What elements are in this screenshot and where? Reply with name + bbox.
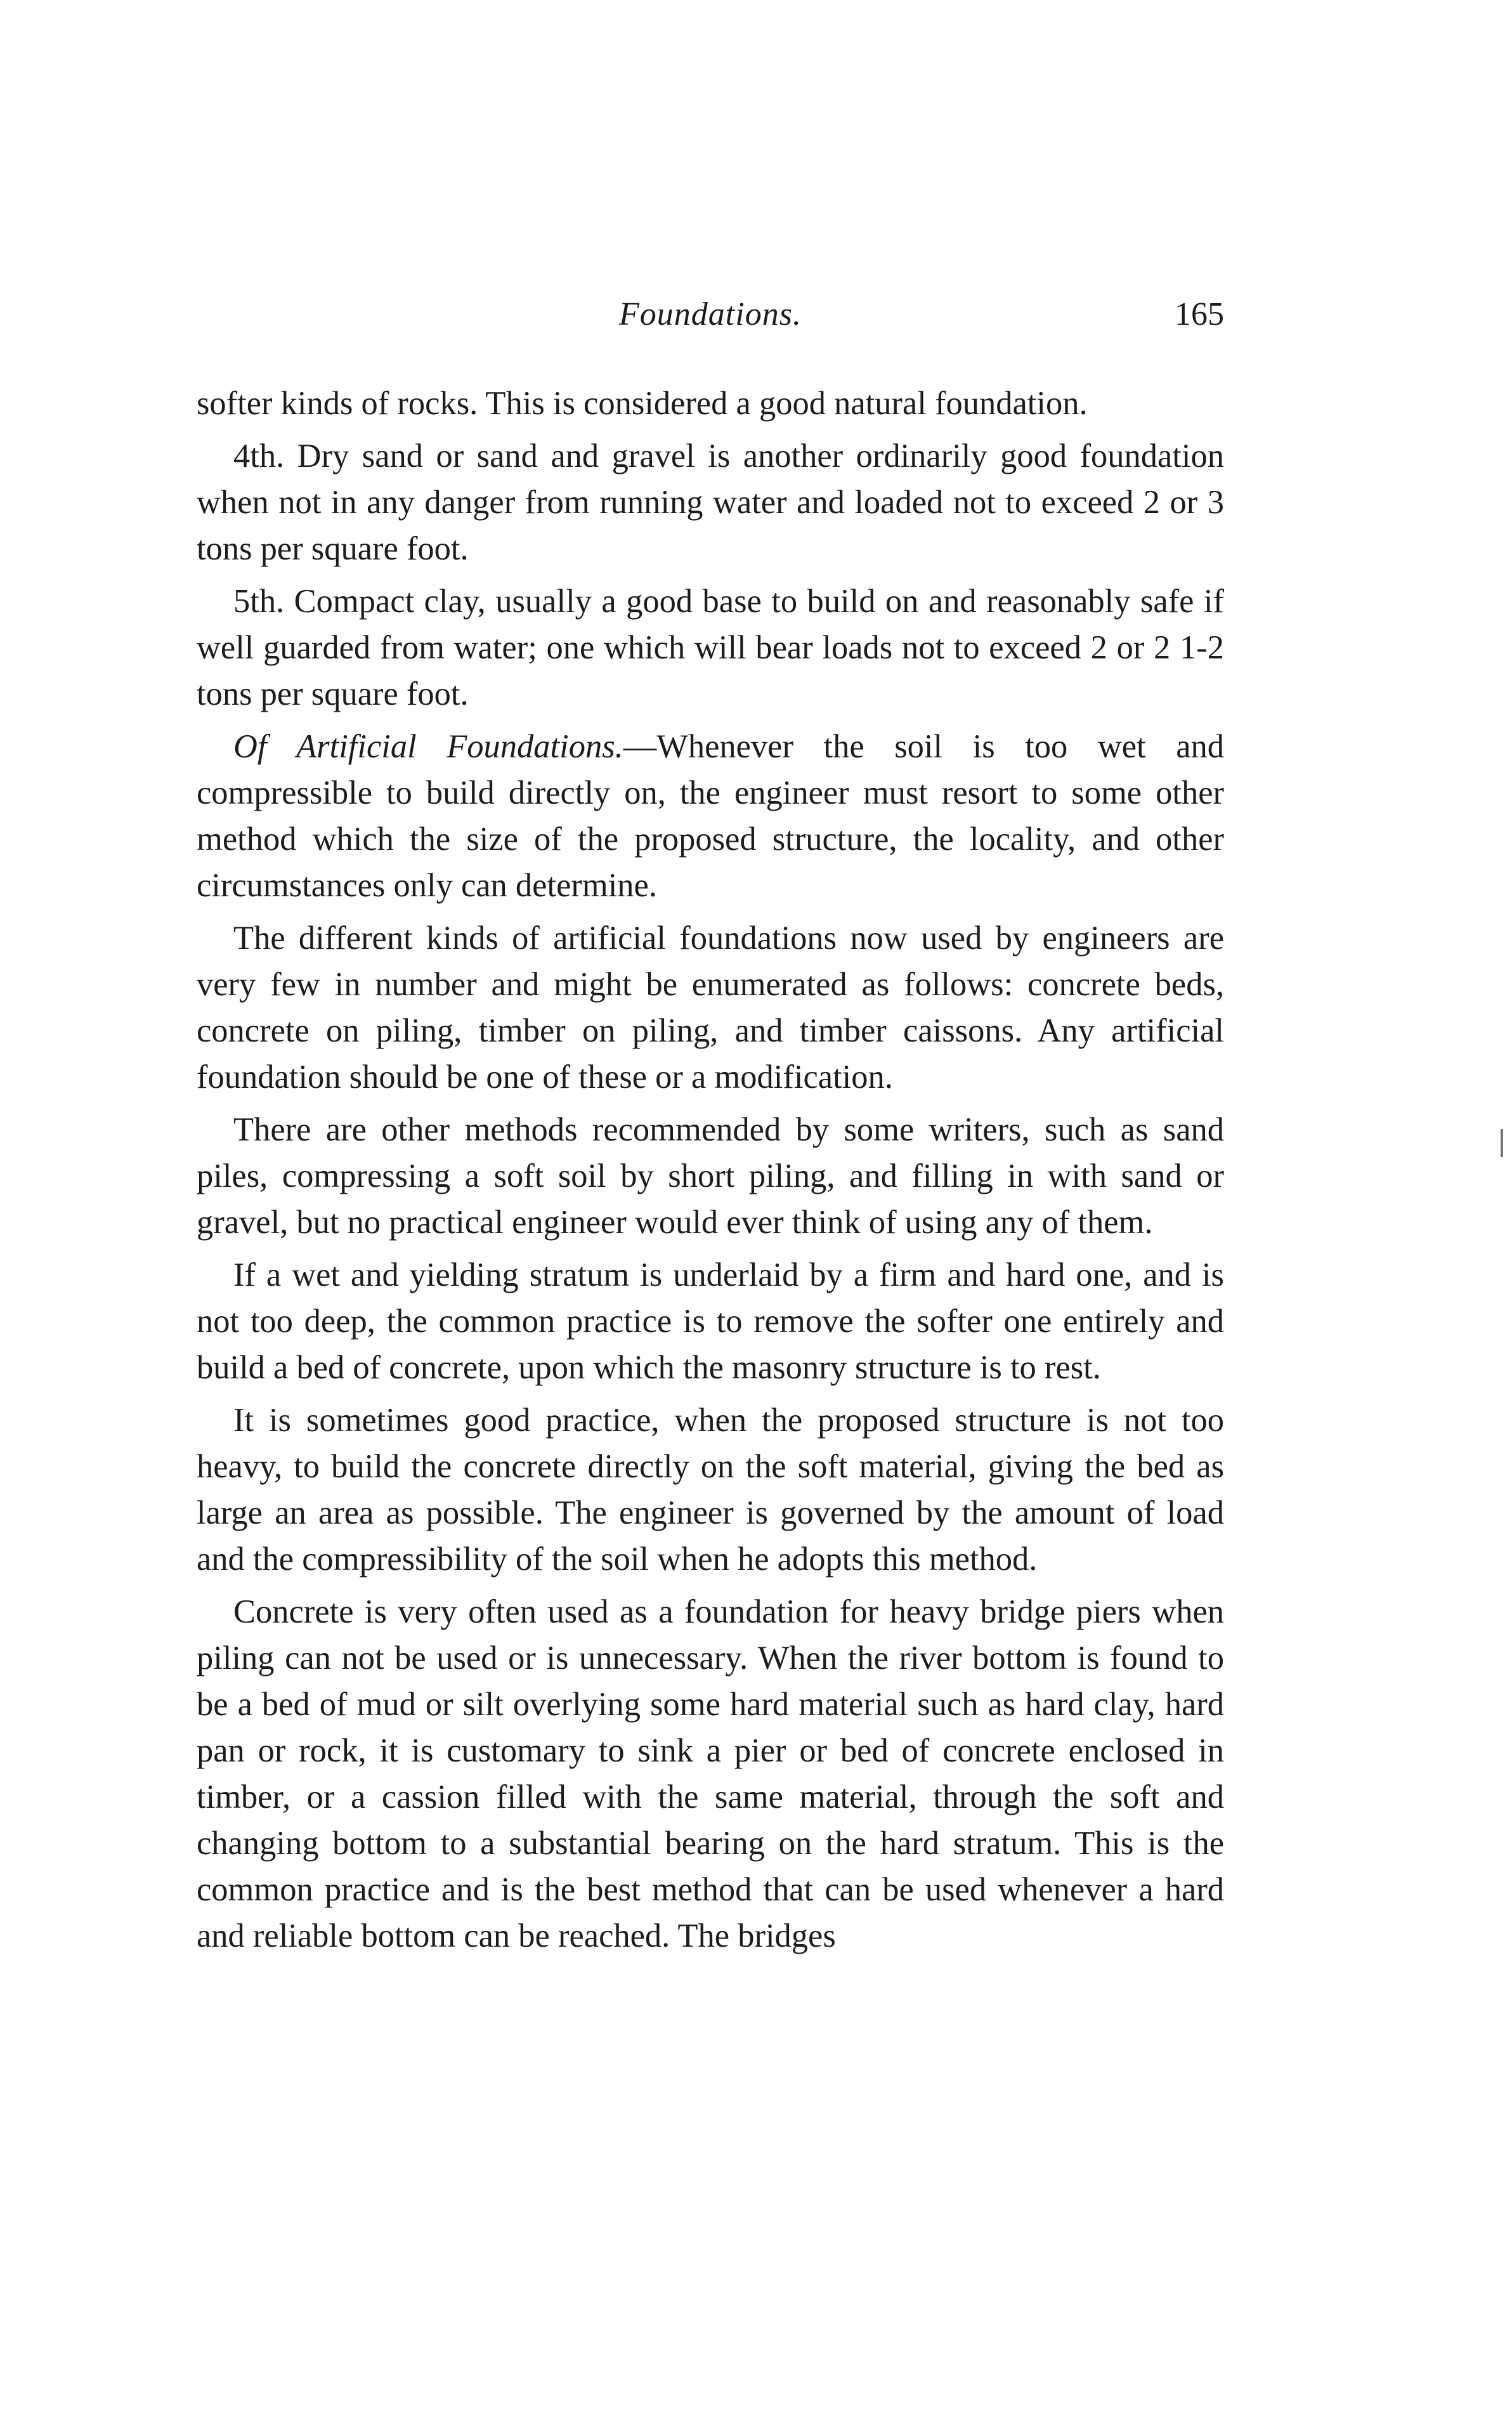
- paragraph: [197, 578, 1224, 717]
- paragraph: [197, 381, 1224, 427]
- running-title: Foundations.: [619, 296, 802, 332]
- page-number: 165: [1175, 296, 1224, 332]
- page-header: [197, 289, 1224, 340]
- paragraph-text: It is sometimes good practice, when the proposed structure is not too heavy, to build the concrete directly on the soft material, giving the bed as large an area as possible. The engineer is governed by the amount of load and the compressibility of the soil when he adopts this method.: [197, 1402, 1224, 1578]
- paragraph-text: softer kinds of rocks. This is considered a good natural foundation.: [197, 385, 1088, 422]
- paragraph-text: Concrete is very often used as a foundation for heavy bridge piers when piling can not be used or is unnecessary. When the river bottom is found to be a bed of mud or silt overlying some hard material such as hard clay, hard pan or rock, it is customary to sink a pier or bed of concrete enclosed in timber, or a cassion filled with the same material, through the soft and changing bottom to a substantial bearing on the hard stratum. This is the common practice and is the best method that can be used whenever a hard and reliable bottom can be reached. The bridges: [197, 1593, 1224, 1954]
- paragraph: [197, 1589, 1224, 1959]
- paragraph-text: 5th. Compact clay, usually a good base to build on and reasonably safe if well guarded from water; one which will bear loads not to exceed 2 or 2 1-2 tons per square foot.: [197, 583, 1224, 712]
- paragraph: [197, 724, 1224, 909]
- scan-edge-mark: [1501, 1129, 1503, 1157]
- paragraph: [197, 1397, 1224, 1583]
- paragraph-text: 4th. Dry sand or sand and gravel is another ordinarily good foundation when not in any danger from running water and loaded not to exceed 2 or 3 tons per square foot.: [197, 438, 1224, 567]
- body-text: [197, 381, 1224, 1966]
- paragraph: [197, 1107, 1224, 1246]
- paragraph-text: There are other methods recommended by some writers, such as sand piles, compressing a soft soil by short piling, and filling in with sand or gravel, but no practical engineer would ever think of using any of them.: [197, 1111, 1224, 1241]
- paragraph: [197, 433, 1224, 572]
- paragraph-text: The different kinds of artificial foundations now used by engineers are very few in number and might be enumerated as follows: concrete beds, concrete on piling, timber on piling, and timber caissons. Any artificial foundation should be one of these or a modification.: [197, 920, 1224, 1095]
- paragraph-text: If a wet and yielding stratum is underlaid by a firm and hard one, and is not too deep, the common practice is to remove the softer one entirely and build a bed of concrete, upon which the masonry structure is to rest.: [197, 1257, 1224, 1386]
- paragraph: [197, 915, 1224, 1101]
- section-heading: Of Artificial Foundations.: [233, 728, 623, 765]
- paragraph: [197, 1252, 1224, 1391]
- paragraph-text: —Whenever the soil is too wet and compressible to build directly on, the engineer must resort to some other method which the size of the proposed structure, the locality, and other circumstances only can determine.: [197, 728, 1224, 904]
